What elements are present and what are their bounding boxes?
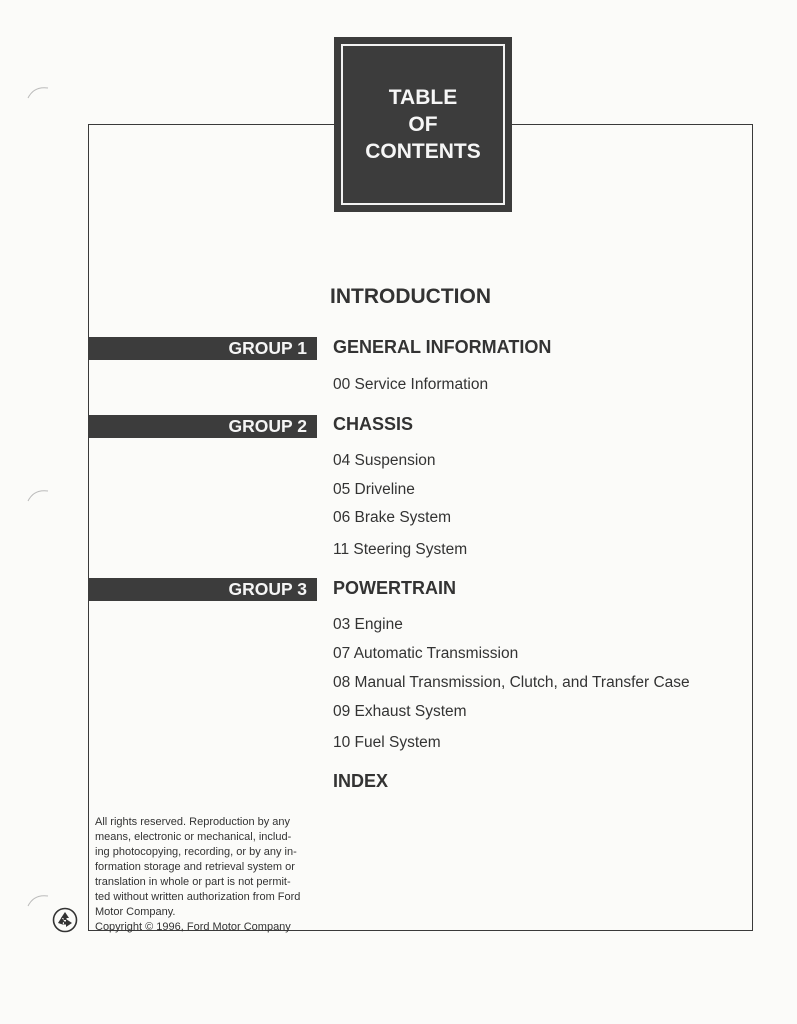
punch-hole-mark: [26, 892, 50, 910]
toc-item[interactable]: 00 Service Information: [333, 376, 489, 393]
page-title: [341, 44, 505, 205]
rights-line: Motor Company.: [95, 906, 176, 918]
rights-line: translation in whole or part is not permit-: [95, 876, 291, 888]
punch-hole-mark: [26, 84, 50, 102]
rights-line: All rights reserved. Reproduction by any: [95, 816, 291, 828]
chassis-heading[interactable]: CHASSIS: [333, 414, 414, 434]
toc-item[interactable]: 04 Suspension: [333, 452, 436, 469]
group-2-bar: GROUP 2: [88, 415, 317, 438]
index-heading[interactable]: INDEX: [333, 771, 389, 791]
group-3-bar: GROUP 3: [88, 578, 317, 601]
rights-line: ing photocopying, recording, or by any in-: [95, 846, 297, 858]
toc-item[interactable]: 07 Automatic Transmission: [333, 645, 519, 662]
title-line: TABLE: [388, 86, 458, 109]
toc-item[interactable]: 05 Driveline: [333, 481, 415, 498]
title-line: OF: [408, 113, 438, 136]
group-1-bar: GROUP 1: [88, 337, 317, 360]
rights-line: ted without written authorization from Ford: [95, 891, 301, 903]
rights-line: means, electronic or mechanical, includ-: [95, 831, 292, 843]
powertrain-heading[interactable]: POWERTRAIN: [333, 578, 456, 598]
title-line: CONTENTS: [365, 140, 481, 163]
introduction-heading[interactable]: INTRODUCTION: [330, 285, 491, 308]
toc-item[interactable]: 03 Engine: [333, 616, 403, 633]
toc-item[interactable]: 09 Exhaust System: [333, 703, 467, 720]
toc-item[interactable]: 10 Fuel System: [333, 734, 441, 751]
rights-line: formation storage and retrieval system or: [95, 861, 295, 873]
toc-item[interactable]: 11 Steering System: [333, 541, 468, 558]
copyright-line: Copyright © 1996, Ford Motor Company: [95, 921, 291, 933]
punch-hole-mark: [26, 487, 50, 505]
rights-notice: [95, 815, 317, 935]
toc-item[interactable]: 08 Manual Transmission, Clutch, and Transfer Case: [333, 674, 690, 691]
page-frame: [88, 124, 753, 931]
general-information-heading[interactable]: GENERAL INFORMATION: [333, 337, 552, 357]
toc-item[interactable]: 06 Brake System: [333, 509, 452, 526]
recycle-icon: [52, 907, 78, 933]
title-box: [334, 37, 512, 212]
